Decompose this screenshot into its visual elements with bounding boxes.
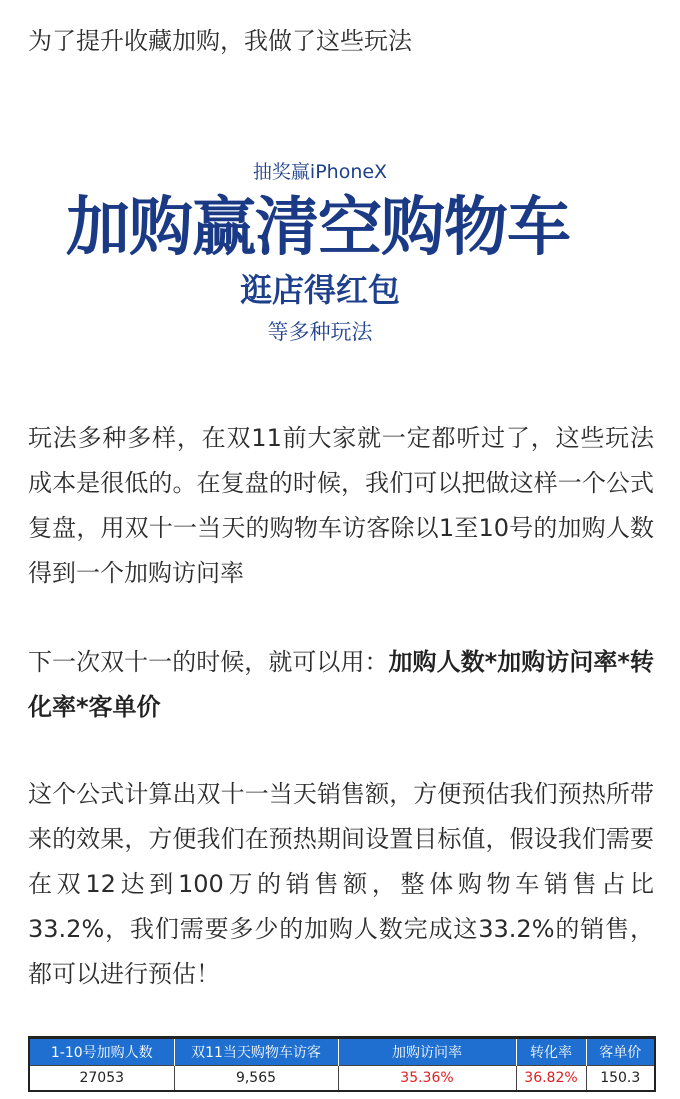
promo-subtitle: 抽奖赢iPhoneX	[252, 161, 388, 183]
table-header-cell: 加购访问率	[338, 1039, 516, 1066]
table-header-cell: 双11当天购物车访客	[174, 1039, 338, 1066]
formula-text: 加购人数*加购访问率*转化率*客单价	[28, 648, 654, 721]
data-table	[28, 1036, 656, 1092]
page-heading: 为了提升收藏加购，我做了这些玩法	[28, 27, 412, 55]
promo-line-3: 等多种玩法	[267, 320, 373, 344]
table-header-row	[30, 1039, 654, 1066]
table-cell: 27053	[30, 1066, 174, 1091]
table-cell: 36.82%	[516, 1066, 586, 1091]
table-cell: 35.36%	[338, 1066, 516, 1091]
table-cell: 9,565	[174, 1066, 338, 1091]
paragraph-2	[28, 640, 654, 730]
table-row	[30, 1066, 654, 1091]
table-header-cell: 转化率	[516, 1039, 586, 1066]
table-cell: 150.3	[586, 1066, 654, 1091]
paragraph-2-prefix: 下一次双十一的时候，就可以用：	[28, 648, 389, 676]
promo-title: 加购赢清空购物车	[66, 191, 570, 265]
promo-line-2: 逛店得红包	[239, 271, 400, 309]
paragraph-1: 玩法多种多样，在双11前大家就一定都听过了，这些玩法成本是很低的。在复盘的时候，我们可以把做这样一个公式复盘，用双十一当天的购物车访客除以1至10号的加购人数得到一个加购访问率	[28, 424, 654, 587]
table-header-cell: 1-10号加购人数	[30, 1039, 174, 1066]
paragraph-3: 这个公式计算出双十一当天销售额，方便预估我们预热所带来的效果，方便我们在预热期间设置目标值，假设我们需要在双12达到100万的销售额，整体购物车销售占比33.2%，我们需要多少的加购人数完成这33.2%的销售，都可以进行预估！	[28, 780, 654, 988]
table-header-cell: 客单价	[586, 1039, 654, 1066]
